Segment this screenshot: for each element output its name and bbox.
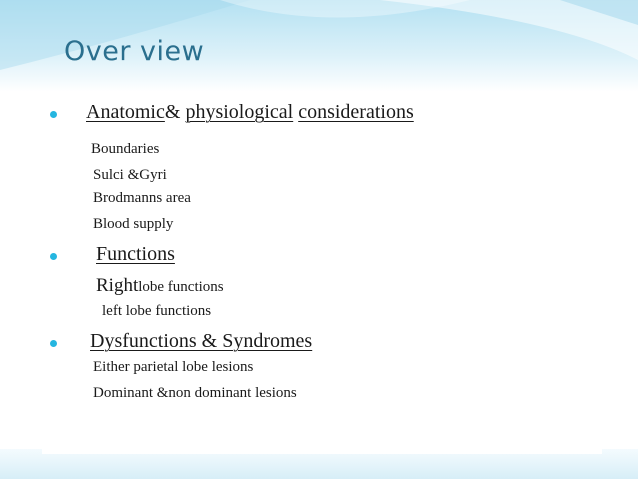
bullet-icon — [50, 111, 57, 118]
list-item: Either parietal lobe lesions — [93, 359, 254, 375]
list-item: left lobe functions — [102, 303, 212, 319]
list-item: Boundaries — [91, 141, 160, 157]
list-item-part: Right — [96, 275, 139, 296]
list-item: Dominant &non dominant lesions — [93, 385, 297, 401]
list-item — [96, 275, 224, 297]
heading-part: considerations — [298, 101, 414, 123]
heading-part: & — [164, 101, 186, 123]
section1-heading — [86, 101, 414, 124]
list-item: Brodmanns area — [93, 190, 191, 206]
slide-title: Over view — [64, 36, 205, 67]
heading-part: physiological — [185, 101, 294, 123]
list-item-part: lobe functions — [138, 279, 224, 295]
section3-heading: Dysfunctions & Syndromes — [90, 330, 313, 352]
bullet-icon — [50, 253, 57, 260]
list-item: Blood supply — [93, 216, 174, 232]
heading-part: Anatomic — [86, 101, 165, 123]
section2-heading: Functions — [96, 243, 175, 265]
list-item: Sulci &Gyri — [93, 167, 167, 183]
bullet-icon — [50, 340, 57, 347]
